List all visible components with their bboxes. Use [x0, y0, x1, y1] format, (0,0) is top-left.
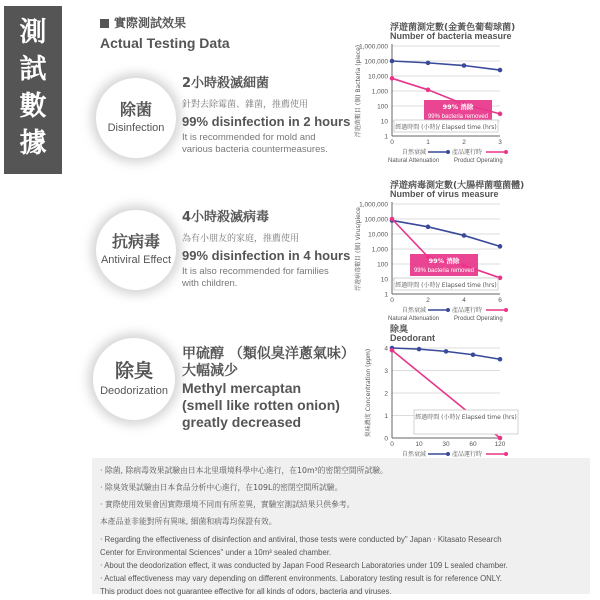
header-title-en: Actual Testing Data	[100, 35, 230, 51]
legend-label: 產品運行時	[452, 307, 483, 314]
note-zh: ‧ 除臭效果試驗由日本食品分析中心進行，在109L的密閉空間所試驗。	[100, 483, 343, 492]
annotation-text: 99% 消除	[428, 257, 460, 265]
x-tick-label: 0	[390, 139, 394, 146]
legend-label: 自然衰減	[402, 149, 427, 156]
y-tick-label: 10,000	[368, 231, 388, 239]
y-tick-label: 10	[380, 276, 388, 284]
badge-antiviral	[96, 210, 176, 290]
series-natural-point	[498, 244, 503, 249]
badge-disinfection	[96, 78, 176, 158]
x-tick-label: 1	[426, 139, 430, 146]
series-natural-point	[390, 59, 395, 64]
badge-label-en: Antiviral Effect	[100, 254, 172, 266]
series-natural-point	[426, 225, 431, 230]
desc-line: various bacteria countermeasures.	[182, 144, 328, 155]
chart-virus	[340, 178, 600, 328]
series-product-point	[426, 88, 431, 93]
badge-label-en: Disinfection	[107, 122, 165, 134]
y-axis-label: 臭味濃度 Concentration (ppm)	[365, 348, 372, 438]
chart-svg	[340, 322, 600, 472]
y-tick-label: 1	[384, 413, 388, 420]
series-natural-point	[462, 63, 467, 68]
chart-svg	[340, 20, 600, 170]
series-natural-point	[444, 349, 449, 354]
chart-title-en: Deodorant	[390, 333, 435, 343]
x-tick-label: 2	[462, 139, 466, 146]
x-axis-label: 經過時間 (小時)/ Elapsed time (hrs)	[395, 124, 497, 131]
series-product-point	[390, 217, 395, 222]
y-tick-label: 10,000	[368, 73, 388, 81]
feature-desc-en	[182, 132, 350, 156]
header-title-zh: 實際測試效果	[100, 14, 230, 31]
feature-line: 甲硫醇 （類似臭洋蔥氣味）	[182, 346, 355, 362]
legend-label: 產品運行時	[452, 149, 483, 156]
chart-svg	[340, 178, 600, 328]
chart-title: 浮遊病毒測定數(大腸桿菌噬菌體)	[390, 181, 525, 191]
series-product-point	[498, 436, 503, 441]
feature-title-zh: 4小時殺滅病毒	[182, 210, 270, 225]
y-tick-label: 100,000	[364, 58, 388, 66]
legend-swatch	[446, 308, 450, 312]
legend-swatch	[504, 452, 508, 456]
legend-swatch	[504, 150, 508, 154]
note-en: ‧ About the deodorization effect, it was conducted by Japan Food Research Laboratories under 109 L sealed chamber.	[100, 561, 508, 570]
feature-sub-zh: 針對去除霉菌、雜菌，推薦使用	[182, 100, 309, 110]
legend-label-en: Product Operating	[454, 158, 503, 164]
series-product-point	[390, 348, 395, 353]
note-en: This product does not guarantee effective for all kinds of odors, bacteria and viruses.	[100, 587, 392, 596]
y-tick-label: 1	[384, 133, 388, 141]
x-tick-label: 3	[498, 139, 502, 146]
series-natural-line	[392, 220, 500, 246]
chart-bacteria	[340, 20, 600, 170]
feature-disinfection	[182, 72, 350, 156]
x-axis-label: 經過時間 (小時)/ Elapsed time (hrs)	[415, 414, 517, 421]
y-tick-label: 10	[380, 118, 388, 126]
series-product-point	[498, 112, 503, 117]
legend-label-en: Natural Attenuation	[388, 316, 440, 322]
chart-deodorant	[340, 322, 600, 472]
footnotes	[92, 458, 590, 594]
annotation-text-en: 99% bacteria removed	[427, 114, 489, 120]
y-tick-label: 3	[384, 368, 388, 375]
desc-line: It is recommended for mold and	[182, 132, 316, 143]
x-tick-label: 30	[442, 441, 450, 448]
y-tick-label: 1,000,000	[359, 43, 388, 51]
y-axis-label: 浮遊菌數目 (個) Bacteria (piece)	[355, 44, 362, 138]
feature-line: Methyl mercaptan	[182, 380, 302, 396]
side-tab-char: 試	[19, 54, 47, 85]
x-tick-label: 2	[426, 297, 430, 304]
series-natural-point	[471, 352, 476, 357]
series-natural-point	[417, 347, 422, 352]
feature-desc-en	[182, 266, 350, 290]
note-en: Center for Environmental Sciences" under a 10m³ sealed chamber.	[100, 548, 332, 557]
y-tick-label: 100	[377, 103, 388, 111]
annotation-text-en: 99% bacteria removed	[413, 268, 475, 274]
side-tab	[4, 6, 62, 174]
desc-line: with children.	[182, 278, 238, 289]
badge-deodorization	[93, 338, 175, 420]
x-tick-label: 6	[498, 297, 502, 304]
legend-label-en: Natural Attenuation	[388, 158, 440, 164]
badge-label-zh: 除臭	[114, 360, 153, 382]
section-header	[100, 14, 230, 51]
feature-antiviral	[182, 206, 350, 290]
legend-label-en: Product Operating	[454, 316, 503, 322]
legend-label: 自然衰減	[402, 451, 427, 458]
feature-line: greatly decreased	[182, 414, 302, 430]
series-natural-point	[498, 68, 503, 73]
note-zh: 本產品並非能對所有異味, 細菌和病毒均保證有效。	[100, 517, 277, 526]
side-tab-char: 數	[19, 91, 47, 122]
chart-title-en: Number of virus measure	[390, 189, 499, 199]
feature-sub-zh: 為有小朋友的家庭，推薦使用	[182, 234, 300, 244]
y-tick-label: 0	[384, 435, 388, 443]
y-tick-label: 1,000	[371, 88, 388, 96]
feature-line: 大幅減少	[182, 363, 238, 379]
legend-swatch	[446, 150, 450, 154]
badge-label-zh: 除菌	[119, 100, 152, 119]
side-tab-char: 測	[19, 17, 47, 48]
feature-title-zh: 2小時殺滅細菌	[182, 76, 270, 91]
chart-title-en: Number of bacteria measure	[390, 31, 512, 41]
note-zh: ‧ 除菌, 除病毒效果試驗由日本北里環境科學中心進行，在10m³的密閉空間所試驗。	[100, 466, 388, 475]
legend-swatch	[504, 308, 508, 312]
x-tick-label: 60	[469, 441, 477, 448]
annotation-text: 99% 消除	[442, 103, 474, 111]
y-tick-label: 2	[384, 390, 388, 398]
x-tick-label: 0	[390, 441, 394, 448]
y-tick-label: 4	[384, 345, 388, 353]
feature-line: (smell like rotten onion)	[182, 397, 340, 413]
legend-swatch	[446, 452, 450, 456]
chart-title: 浮遊菌測定數(金黃色葡萄球菌)	[390, 23, 516, 33]
series-natural-line	[392, 61, 500, 70]
desc-line: It is also recommended for families	[182, 266, 329, 277]
x-tick-label: 120	[494, 441, 506, 448]
x-tick-label: 4	[462, 297, 466, 304]
feature-deodorization	[182, 346, 355, 431]
feature-title-en: 99% disinfection in 4 hours	[182, 248, 351, 263]
x-tick-label: 0	[390, 297, 394, 304]
y-axis-label: 浮遊病毒數目 (個) Virus/piece	[355, 207, 362, 291]
x-axis-label: 經過時間 (小時)/ Elapsed time (hrs)	[395, 282, 497, 289]
badge-label-en: Deodorization	[100, 385, 168, 397]
series-natural-point	[426, 61, 431, 66]
feature-title-en: 99% disinfection in 2 hours	[182, 114, 351, 129]
badge-label-zh: 抗病毒	[111, 232, 160, 251]
y-tick-label: 1	[384, 291, 388, 299]
chart-title: 除臭	[390, 325, 409, 335]
legend-label: 自然衰減	[402, 307, 427, 314]
y-tick-label: 1,000	[371, 246, 388, 254]
note-zh: ‧ 實際使用效果會因實際環境不同而有所差異，實驗室測試結果只供參考。	[100, 500, 355, 509]
series-natural-point	[462, 233, 467, 238]
y-tick-label: 1,000,000	[359, 201, 388, 209]
y-tick-label: 100	[377, 261, 388, 269]
side-tab-char: 據	[19, 128, 47, 159]
series-product-point	[390, 76, 395, 81]
series-natural-point	[498, 357, 503, 362]
y-tick-label: 100,000	[364, 216, 388, 224]
note-en: ‧ Regarding the effectiveness of disinfection and antiviral, those tests were conducted by" Japan ‧ Kitasato Research	[100, 535, 502, 544]
note-en: ‧ Actual effectiveness may vary depending on different environments. Laboratory testing result is for reference ONLY.	[100, 574, 502, 583]
legend-label: 產品運行時	[452, 451, 483, 458]
x-tick-label: 10	[415, 441, 423, 448]
